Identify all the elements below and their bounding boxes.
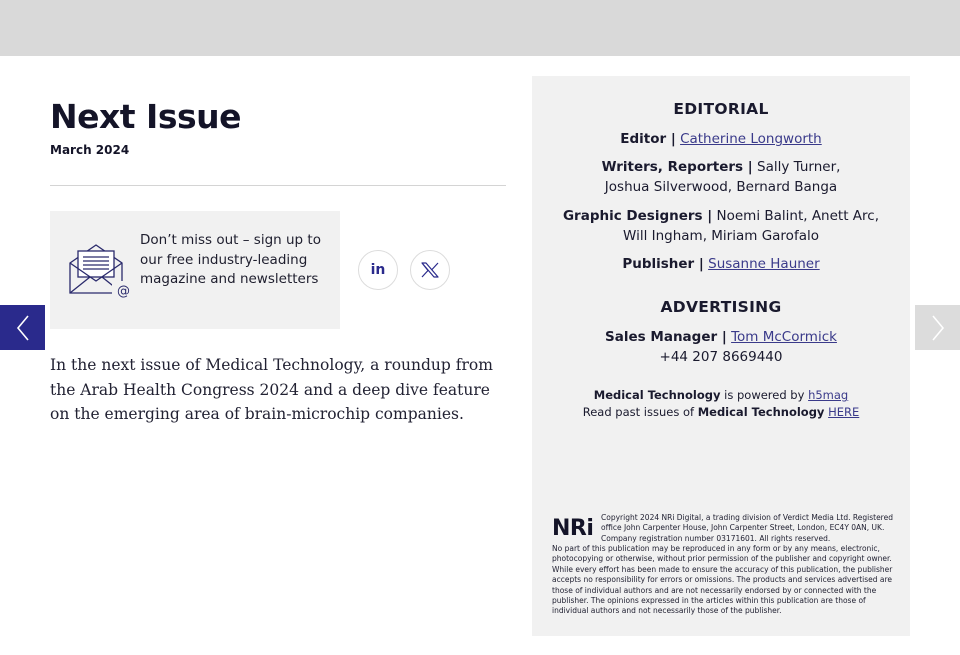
past-issues-link[interactable]: HERE — [828, 405, 860, 419]
next-issue-header — [50, 96, 506, 157]
h5mag-link[interactable]: h5mag — [808, 388, 849, 402]
chevron-right-icon — [931, 315, 945, 341]
linkedin-icon: in — [370, 262, 386, 278]
writers-names-1: Sally Turner, — [757, 159, 841, 175]
nri-logo: NRi — [552, 516, 594, 541]
x-twitter-button[interactable] — [410, 250, 450, 290]
previous-page-button[interactable] — [0, 305, 45, 350]
sales-label: Sales Manager | — [605, 329, 727, 345]
writers-line — [532, 158, 910, 197]
sales-phone: +44 207 8669440 — [659, 348, 783, 365]
newsletter-signup-box[interactable] — [50, 211, 340, 329]
linkedin-button[interactable] — [358, 250, 398, 290]
editor-line — [532, 130, 910, 150]
publisher-link[interactable]: Susanne Hauner — [708, 256, 820, 272]
divider — [50, 185, 506, 186]
publisher-line — [532, 255, 910, 275]
next-issue-summary: In the next issue of Medical Technology, a roundup from the Arab Health Congress 2024 and a deep dive feature on the emerging area of brain-microchip companies. — [50, 356, 493, 423]
publisher-label: Publisher | — [622, 256, 704, 272]
designers-label: Graphic Designers | — [562, 208, 713, 224]
chevron-left-icon — [16, 315, 30, 341]
past-issues-text: Read past issues of — [582, 405, 695, 419]
disclaimer-text: No part of this publication may be reproduced in any form or by any means, electronic, photocopying or otherwise, without prior permission of the publisher and copyright owner. While every effort has been made to ensure the accuracy of this publication, the publisher accepts no responsibility for errors or omissions. The products and services advertised are those of individual authors and are not necessarily endorsed by or connected with the publisher. The opinions expressed in the articles within this publication are those of individual authors and not necessarily those of the publisher. — [552, 544, 893, 616]
writers-label: Writers, Reporters | — [601, 159, 753, 175]
magazine-name-2: Medical Technology — [697, 405, 825, 419]
editor-link[interactable]: Catherine Longworth — [680, 131, 822, 147]
writers-names-2: Joshua Silverwood, Bernard Banga — [604, 178, 838, 195]
sales-line — [532, 328, 910, 367]
sales-manager-link[interactable]: Tom McCormick — [731, 329, 837, 345]
svg-text:@: @ — [117, 284, 130, 299]
signup-text[interactable]: Don’t miss out – sign up to our free industry-leading magazine and newsletters — [140, 232, 321, 287]
powered-by-text: is powered by — [724, 388, 805, 402]
x-twitter-icon — [421, 262, 439, 278]
newsletter-envelope-icon — [68, 241, 128, 301]
powered-by-line — [532, 387, 910, 404]
advertising-heading: ADVERTISING — [660, 298, 782, 316]
next-page-button[interactable] — [915, 305, 960, 350]
designers-names-2: Will Ingham, Miriam Garofalo — [623, 227, 819, 244]
designers-line — [532, 207, 910, 246]
copyright-text: Copyright 2024 NRi Digital, a trading division of Verdict Media Ltd. Registered office John Carpenter House, John Carpenter Street, London, EC4Y 0AN, UK. Company registration number 03171601. All rights reserved. — [601, 513, 893, 543]
past-issues-line — [532, 404, 910, 421]
designers-names-1: Noemi Balint, Anett Arc, — [716, 208, 880, 224]
editor-label: Editor | — [620, 131, 676, 147]
magazine-name: Medical Technology — [593, 388, 721, 402]
credits-panel — [532, 76, 910, 636]
top-bar — [0, 0, 960, 56]
issue-date: March 2024 — [50, 143, 130, 157]
editorial-heading: EDITORIAL — [673, 100, 769, 118]
page-title: Next Issue — [50, 97, 241, 136]
